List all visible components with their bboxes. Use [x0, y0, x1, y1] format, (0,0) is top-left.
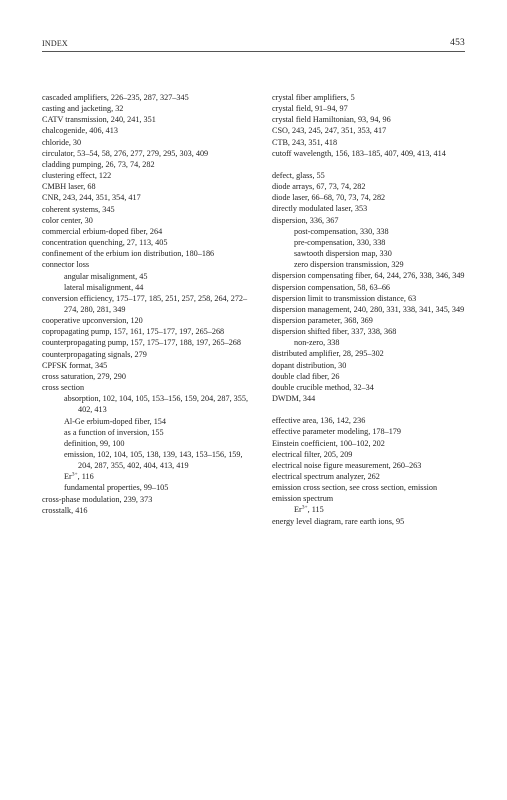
- index-entry: [42, 293, 252, 315]
- index-entry: [42, 337, 252, 348]
- index-entry-text: CPFSK format, 345: [42, 360, 108, 370]
- index-entry-text: fundamental properties, 99–105: [64, 483, 169, 493]
- index-entry-text: distributed amplifier, 28, 295–302: [272, 349, 384, 359]
- index-entry: [42, 371, 252, 382]
- index-entry: [272, 449, 472, 460]
- index-entry-text: dopant distribution, 30: [272, 360, 347, 370]
- index-entry: [42, 326, 252, 337]
- index-entry: [272, 282, 472, 293]
- index-entry: [42, 92, 252, 103]
- index-entry: [272, 181, 472, 192]
- index-entry: [42, 215, 252, 226]
- index-entry-text: CATV transmission, 240, 241, 351: [42, 115, 156, 125]
- index-entry: [272, 125, 472, 136]
- index-subentry: [42, 393, 252, 415]
- index-column-left: [42, 92, 252, 516]
- index-column-right: [272, 92, 472, 527]
- index-entry: [42, 103, 252, 114]
- index-entry-text: as a function of inversion, 155: [64, 427, 164, 437]
- index-entry-text: circulator, 53–54, 58, 276, 277, 279, 295, 303, 409: [42, 148, 209, 158]
- index-entry-text: counterpropagating signals, 279: [42, 349, 147, 359]
- index-entry: [42, 226, 252, 237]
- index-entry: [272, 203, 472, 214]
- index-entry: [272, 438, 472, 449]
- index-entry: [272, 360, 472, 371]
- index-entry-text: counterpropagating pump, 157, 175–177, 188, 197, 265–268: [42, 338, 241, 348]
- index-entry: [272, 371, 472, 382]
- index-entry-text: emission, 102, 104, 105, 138, 139, 143, 153–156, 159, 204, 287, 355, 402, 404, 413, 419: [64, 450, 243, 471]
- index-entry-text: Er: [64, 472, 72, 482]
- index-entry-text: casting and jacketing, 32: [42, 104, 124, 114]
- index-entry: [272, 103, 472, 114]
- index-entry-text: directly modulated laser, 353: [272, 204, 368, 214]
- index-entry: [272, 114, 472, 125]
- index-entry-text: diode laser, 66–68, 70, 73, 74, 282: [272, 193, 386, 203]
- index-entry-text: connector loss: [42, 260, 90, 270]
- index-entry-text: cross saturation, 279, 290: [42, 371, 126, 381]
- index-entry-pages: , 115: [307, 505, 324, 515]
- index-entry-text: CNR, 243, 244, 351, 354, 417: [42, 193, 141, 203]
- index-entry-text: dispersion shifted fiber, 337, 338, 368: [272, 327, 397, 337]
- index-entry: [272, 170, 472, 181]
- index-entry-text: sawtooth dispersion map, 330: [294, 249, 392, 259]
- index-subentry: [272, 504, 472, 515]
- index-entry: [272, 382, 472, 393]
- index-subentry: [272, 237, 472, 248]
- index-entry-text: non-zero, 338: [294, 338, 340, 348]
- index-entry-text: Einstein coefficient, 100–102, 202: [272, 438, 385, 448]
- index-entry: [42, 159, 252, 170]
- index-entry: [42, 494, 252, 505]
- index-entry-text: electrical filter, 205, 209: [272, 449, 353, 459]
- index-entry-text: electrical spectrum analyzer, 262: [272, 472, 380, 481]
- page-number: 453: [450, 38, 465, 48]
- index-entry: [42, 237, 252, 248]
- index-subentry: [272, 248, 472, 259]
- index-entry: [272, 516, 472, 527]
- index-entry: [272, 293, 472, 304]
- index-entry-text: emission spectrum: [272, 494, 334, 504]
- index-entry: [42, 204, 252, 215]
- index-subentry: [272, 337, 472, 348]
- index-entry-text: CSO, 243, 245, 247, 351, 353, 417: [272, 126, 387, 136]
- index-entry-text: commercial erbium-doped fiber, 264: [42, 226, 163, 236]
- index-entry-text: chalcogenide, 406, 413: [42, 126, 118, 136]
- index-entry-text: angular misalignment, 45: [64, 271, 148, 281]
- index-entry: [272, 215, 472, 226]
- index-entry-text: CMBH laser, 68: [42, 182, 96, 192]
- index-entry-text: concentration quenching, 27, 113, 405: [42, 238, 168, 248]
- index-entry: [272, 393, 472, 404]
- index-entry-text: Er: [294, 505, 302, 515]
- index-entry-text: color center, 30: [42, 215, 93, 225]
- index-entry: [272, 493, 472, 504]
- index-entry-text: clustering effect, 122: [42, 171, 112, 181]
- index-entry: [42, 125, 252, 136]
- index-entry-text: electrical noise figure measurement, 260–263: [272, 460, 422, 470]
- index-entry-text: zero dispersion transmission, 329: [294, 260, 404, 270]
- index-subentry: [42, 416, 252, 427]
- index-entry-pages: , 116: [77, 472, 94, 482]
- index-subentry: [42, 271, 252, 282]
- index-entry: [272, 270, 472, 281]
- index-entry: [42, 505, 252, 516]
- index-entry: [272, 304, 472, 315]
- index-entry-text: dispersion compensation, 58, 63–66: [272, 282, 391, 292]
- index-subentry: [272, 226, 472, 237]
- index-entry-text: cascaded amplifiers, 226–235, 287, 327–345: [42, 93, 189, 102]
- index-entry-text: coherent systems, 345: [42, 204, 115, 214]
- index-entry: [42, 181, 252, 192]
- index-entry: [272, 348, 472, 359]
- index-entry: [42, 382, 252, 393]
- index-subentry: [42, 471, 252, 482]
- index-entry-text: dispersion parameter, 368, 369: [272, 315, 373, 325]
- superscript: 3+: [301, 504, 308, 511]
- index-subentry: [42, 449, 252, 471]
- section-gap: [272, 159, 472, 170]
- index-entry: [42, 114, 252, 125]
- index-entry-text: dispersion, 336, 367: [272, 215, 339, 225]
- index-entry: [272, 315, 472, 326]
- index-entry: [42, 248, 252, 259]
- superscript: 3+: [71, 471, 78, 478]
- index-entry-text: post-compensation, 330, 338: [294, 226, 389, 236]
- index-entry-text: cross-phase modulation, 239, 373: [42, 494, 153, 504]
- index-entry-text: CTB, 243, 351, 418: [272, 137, 338, 147]
- index-entry: [272, 92, 472, 103]
- index-entry-text: crosstalk, 416: [42, 505, 88, 515]
- index-entry-text: cooperative upconversion, 120: [42, 316, 143, 326]
- index-entry-text: DWDM, 344: [272, 394, 316, 404]
- index-subentry: [42, 482, 252, 493]
- index-entry-text: double clad fiber, 26: [272, 371, 340, 381]
- index-entry: [42, 148, 252, 159]
- index-entry-text: cutoff wavelength, 156, 183–185, 407, 409, 413, 414: [272, 148, 446, 158]
- index-entry-text: effective area, 136, 142, 236: [272, 416, 366, 426]
- index-entry: [272, 192, 472, 203]
- index-entry: [272, 148, 472, 159]
- index-entry-text: lateral misalignment, 44: [64, 282, 144, 292]
- index-entry: [42, 349, 252, 360]
- index-subentry: [42, 282, 252, 293]
- index-entry-text: crystal field Hamiltonian, 93, 94, 96: [272, 115, 391, 125]
- index-entry-text: Al-Ge erbium-doped fiber, 154: [64, 416, 166, 426]
- index-entry: [42, 360, 252, 371]
- index-entry-text: cladding pumping, 26, 73, 74, 282: [42, 159, 155, 169]
- index-entry-text: dispersion limit to transmission distance, 63: [272, 293, 417, 303]
- index-entry: [42, 137, 252, 148]
- index-subentry: [272, 259, 472, 270]
- index-subentry: [42, 427, 252, 438]
- index-entry-text: emission cross section, see cross section, emission: [272, 483, 438, 493]
- header-title: INDEX: [42, 39, 68, 48]
- index-entry-text: crystal fiber amplifiers, 5: [272, 93, 355, 102]
- index-entry: [272, 460, 472, 471]
- index-subentry: [42, 438, 252, 449]
- index-entry-text: crystal field, 91–94, 97: [272, 104, 348, 114]
- index-entry-text: conversion efficiency, 175–177, 185, 251, 257, 258, 264, 272–274, 280, 281, 349: [42, 293, 248, 314]
- index-entry-text: double crucible method, 32–34: [272, 382, 374, 392]
- index-entry-text: dispersion management, 240, 280, 331, 338, 341, 345, 349: [272, 304, 465, 314]
- index-entry: [272, 426, 472, 437]
- index-entry-text: absorption, 102, 104, 105, 153–156, 159, 204, 287, 355, 402, 413: [64, 394, 248, 415]
- index-entry-text: chloride, 30: [42, 137, 82, 147]
- index-entry: [272, 137, 472, 148]
- index-entry-text: definition, 99, 100: [64, 438, 125, 448]
- index-entry: [272, 415, 472, 426]
- index-entry-text: defect, glass, 55: [272, 170, 325, 180]
- index-entry: [42, 259, 252, 270]
- index-entry: [42, 315, 252, 326]
- index-entry: [272, 482, 472, 493]
- index-entry: [272, 326, 472, 337]
- index-entry-text: energy level diagram, rare earth ions, 95: [272, 516, 405, 526]
- index-entry-text: confinement of the erbium ion distribution, 180–186: [42, 249, 215, 259]
- index-entry-text: effective parameter modeling, 178–179: [272, 427, 401, 437]
- index-entry-text: cross section: [42, 383, 85, 393]
- index-entry-text: dispersion compensating fiber, 64, 244, 276, 338, 346, 349: [272, 271, 465, 281]
- index-entry-text: copropagating pump, 157, 161, 175–177, 197, 265–268: [42, 327, 225, 337]
- index-entry: [42, 170, 252, 181]
- index-entry-text: pre-compensation, 330, 338: [294, 237, 386, 247]
- section-gap: [272, 404, 472, 415]
- index-entry-text: diode arrays, 67, 73, 74, 282: [272, 182, 366, 192]
- running-header: [42, 37, 465, 52]
- index-entry: [42, 192, 252, 203]
- index-entry: [272, 471, 472, 482]
